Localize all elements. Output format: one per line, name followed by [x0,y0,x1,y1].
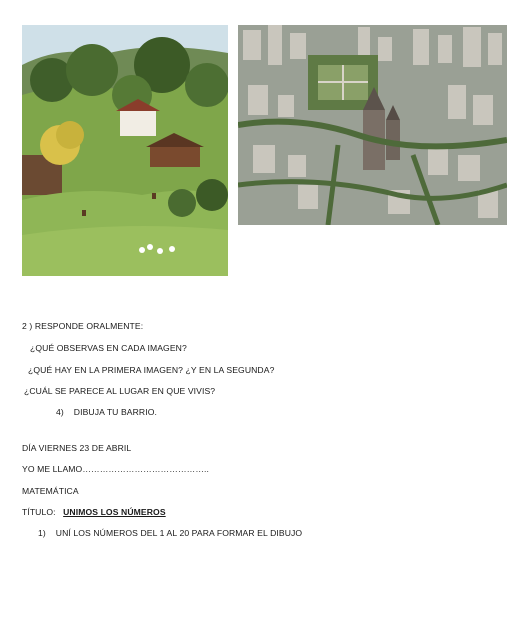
subject-line: MATEMÁTICA [22,486,79,496]
name-line: YO ME LLAMO…………………………………….. [22,464,210,474]
question-2-heading: 2 ) RESPONDE ORALMENTE: [22,321,144,331]
question-item: ¿QUÉ HAY EN LA PRIMERA IMAGEN? ¿Y EN LA SEGUNDA? [28,365,275,375]
title-label: TÍTULO: [22,507,56,517]
date-line: DÍA VIERNES 23 DE ABRIL [22,443,132,453]
task-1-text: UNÍ LOS NÚMEROS DEL 1 AL 20 PARA FORMAR EL DIBUJO [55,528,303,538]
title-value: UNIMOS LOS NÚMEROS [63,507,166,517]
question-item: ¿CUÁL SE PARECE AL LUGAR EN QUE VIVIS? [24,386,216,396]
city-aerial-image [238,25,507,225]
question-item: ¿QUÉ OBSERVAS EN CADA IMAGEN? [30,343,187,353]
question-4-number: 4) [56,407,64,417]
rural-landscape-image [22,25,228,276]
question-4 [56,407,157,417]
task-1-number: 1) [38,528,46,538]
title-line [22,507,166,517]
task-1 [38,528,302,538]
question-4-text: DIBUJA TU BARRIO. [73,407,157,417]
